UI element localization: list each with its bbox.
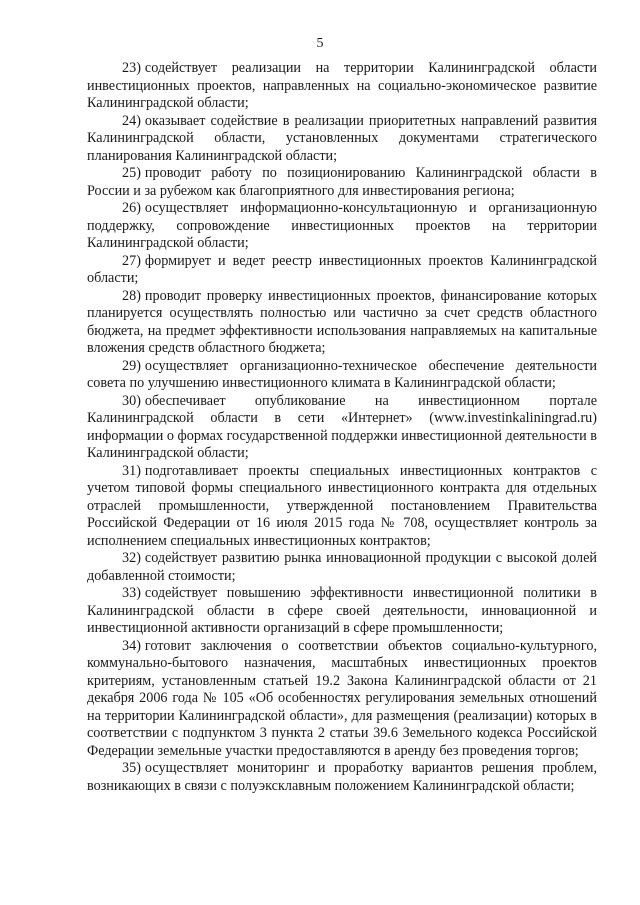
list-item	[87, 253, 597, 288]
item-number: 33)	[122, 585, 141, 601]
list-item	[87, 200, 597, 253]
list-item	[87, 463, 597, 551]
item-number: 28)	[122, 287, 141, 304]
list-item	[87, 165, 597, 200]
item-number: 32)	[122, 550, 141, 566]
item-number: 34)	[122, 637, 141, 654]
list-item	[87, 638, 597, 761]
item-number: 35)	[122, 760, 141, 776]
item-text: оказывает содействие в реализации приоритетных направлений развития Калининградской области, установленных документами стратегического планирования Калининградской области;	[87, 112, 597, 164]
item-number: 26)	[122, 200, 141, 216]
item-number: 24)	[122, 112, 141, 129]
item-number: 31)	[122, 462, 141, 479]
item-text: формирует и ведет реестр инвестиционных проектов Калининградской области;	[87, 252, 597, 286]
item-text: подготавливает проекты специальных инвестиционных контрактов с учетом типовой формы специального инвестиционного контракта для отдельных отраслей промышленности, утвержденной постановлением Правительства Российской Федерации от 16 июля 2015 года № 708, осуществляет контроль за исполнением специальных инвестиционных контрактов;	[87, 462, 597, 549]
item-number: 25)	[122, 165, 141, 181]
item-text: осуществляет мониторинг и проработку вариантов решения проблем, возникающих в связи с полуэксклавным положением Калининградской области;	[87, 760, 597, 794]
item-number: 27)	[122, 252, 141, 269]
item-text: содействует реализации на территории Калининградской области инвестиционных проектов, направленных на социально-экономическое развитие Калининградской области;	[87, 60, 597, 111]
list-item	[87, 113, 597, 166]
list-item	[87, 288, 597, 358]
list-item	[87, 550, 597, 585]
item-text: осуществляет организационно-техническое обеспечение деятельности совета по улучшению инвестиционного климата в Калининградской области;	[87, 357, 597, 391]
list-item	[87, 60, 597, 113]
list-item	[87, 393, 597, 463]
list-item	[87, 585, 597, 638]
list-item	[87, 760, 597, 795]
item-number: 30)	[122, 392, 141, 409]
item-text: содействует развитию рынка инновационной продукции с высокой долей добавленной стоимости;	[87, 550, 597, 584]
item-text: проводит работу по позиционированию Калининградской области в России и за рубежом как благоприятного для инвестирования региона;	[87, 165, 597, 199]
item-number: 23)	[122, 60, 141, 76]
item-text: содействует повышению эффективности инвестиционной политики в Калининградской области в сфере своей деятельности, инновационной и инвестиционной активности организаций в сфере промышленности;	[87, 585, 597, 636]
document-body	[87, 60, 597, 795]
page-number: 5	[316, 36, 324, 51]
item-number: 29)	[122, 357, 141, 374]
item-text: обеспечивает опубликование на инвестиционном портале Калининградской области в сети «Интернет» (www.investinkaliningrad.ru) информации о формах государственной поддержки инвестиционной деятельности в Калининградской области;	[87, 392, 597, 461]
item-text: проводит проверку инвестиционных проектов, финансирование которых планируется осуществлять полностью или частично за счет средств областного бюджета, на предмет эффективности использования направляемых на капитальные вложения средств областного бюджета;	[87, 287, 597, 356]
list-item	[87, 358, 597, 393]
item-text: осуществляет информационно-консультационную и организационную поддержку, сопровождение инвестиционных проектов на территории Калининградской области;	[87, 200, 597, 251]
item-text: готовит заключения о соответствии объектов социально-культурного, коммунально-бытового назначения, масштабных инвестиционных проектов критериям, установленным статьей 19.2 Закона Калининградской области от 21 декабря 2006 года № 105 «Об особенностях регулирования земельных отношений на территории Калининградской области», для размещения (реализации) которых в соответствии с подпунктом 3 пункта 2 статьи 39.6 Земельного кодекса Российской Федерации земельные участки предоставляются в аренду без проведения торгов;	[87, 637, 597, 759]
